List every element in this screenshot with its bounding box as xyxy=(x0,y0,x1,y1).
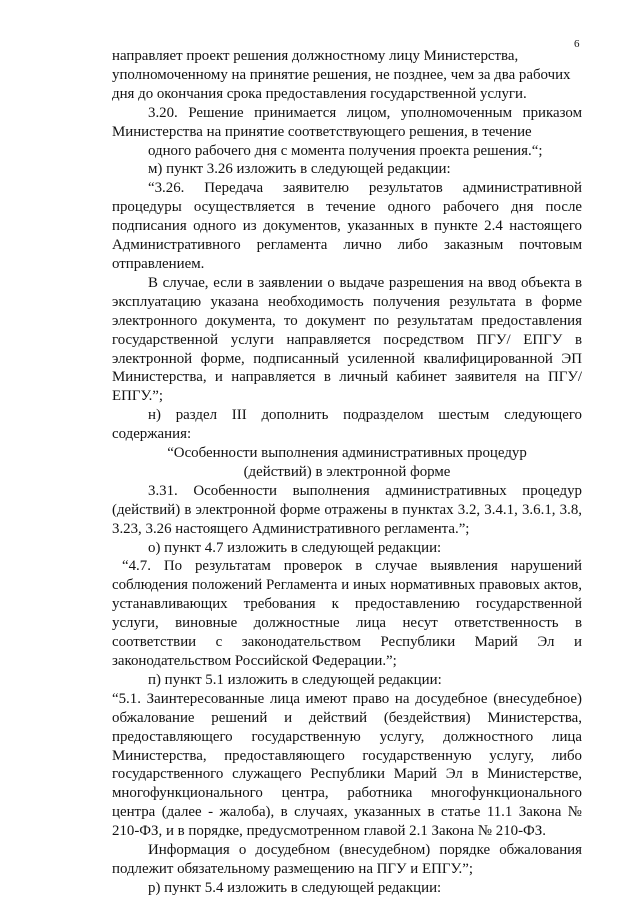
paragraph xyxy=(112,557,582,670)
paragraph xyxy=(112,539,582,558)
section-heading xyxy=(112,444,582,482)
text-line: процедуры осуществляется в течение одного рабочего дня после xyxy=(112,199,582,216)
text-line: “3.26. Передача заявителю результатов административной xyxy=(148,180,582,197)
text-line: № 210-ФЗ, и в порядке, предусмотренном главой 2.1 Закона № 210-ФЗ. xyxy=(112,804,582,840)
text-line: соблюдения положений Регламента и иных нормативных правовых xyxy=(112,577,540,594)
text-line: актов, устанавливающих требования к предоставлению государственной xyxy=(112,577,582,613)
text-line: отправлением. xyxy=(112,255,205,272)
text-line: обжалование решений и действий (бездействия) Министерства, xyxy=(112,709,582,726)
text-line: центра (далее - жалоба), в случаях, указанных в статье 11.1 Закона xyxy=(112,804,562,821)
text-line: р) пункт 5.4 изложить в следующей редакции: xyxy=(148,879,442,896)
text-line: “5.1. Заинтересованные лица имеют право на досудебное (внесудебное) xyxy=(112,690,582,707)
text-line: В случае, если в заявлении о выдаче разрешения на ввод объекта xyxy=(148,274,571,291)
text-line: Информация о досудебном (внесудебном) порядке обжалования xyxy=(148,842,582,859)
text-line: 3.20. Решение принимается лицом, уполномоченным приказом xyxy=(148,104,582,121)
paragraph xyxy=(112,406,582,444)
text-line: подлежит обязательному размещению на ПГУ и ЕПГУ.”; xyxy=(112,860,474,877)
text-line: содержания: xyxy=(112,426,192,443)
document-body xyxy=(112,47,582,898)
paragraph xyxy=(112,274,582,406)
paragraph xyxy=(112,879,582,898)
page-number: 6 xyxy=(574,38,580,50)
text-line: дня до окончания срока предоставления государственной услуги. xyxy=(112,85,527,102)
text-line: электронного документа, то документ по результатам предоставления xyxy=(112,312,582,329)
paragraph xyxy=(112,179,582,274)
text-line: (действий) в электронной форме отражены в пунктах 3.2, 3.4.1, 3.6.1, 3.8, xyxy=(112,501,582,518)
text-line: многофункционального центра, работника многофункционального xyxy=(112,785,582,802)
text-line: в соответствии с законодательством Республики Марий Эл xyxy=(112,615,582,651)
text-line: направляет проект решения должностному лицу Министерства, xyxy=(112,48,519,64)
heading-line: (действий) в электронной форме xyxy=(243,463,451,480)
paragraph xyxy=(112,671,582,690)
text-line: услуги, виновные должностные лица несут ответственность xyxy=(112,615,559,632)
text-line: уполномоченному на принятие решения, не позднее, чем за два рабочих xyxy=(112,66,571,83)
paragraph xyxy=(112,47,582,104)
text-line: Министерства, предоставляющего государственную услугу, либо xyxy=(112,747,582,764)
text-line: ЭП Министерства, и направляется в личный кабинет заявителя xyxy=(112,350,582,386)
text-line: н) раздел III дополнить подразделом шестым следующего xyxy=(148,407,582,424)
text-line: и законодательством Российской Федерации.”; xyxy=(112,634,582,669)
text-line: предоставляющего государственную услугу, должностного лица xyxy=(112,728,582,745)
text-line: “4.7. По результатам проверок в случае выявления нарушений xyxy=(122,558,582,575)
text-line: в электронной форме, подписанный усиленной квалифицированной xyxy=(112,331,582,367)
text-line: в эксплуатацию указана необходимость получения результата в форме xyxy=(112,274,582,310)
paragraph xyxy=(112,841,582,879)
heading-line: “Особенности выполнения административных процедур xyxy=(167,445,527,462)
text-line: одного рабочего дня с момента получения проекта решения.“; xyxy=(148,142,543,159)
paragraph xyxy=(112,104,582,161)
text-line: подписания одного из документов, указанных в пункте 2.4 настоящего xyxy=(112,218,582,235)
text-line: государственной услуги направляется посредством ПГУ/ ЕПГУ xyxy=(112,331,563,348)
text-line: 3.23, 3.26 настоящего Административного регламента.”; xyxy=(112,520,470,537)
paragraph xyxy=(112,690,582,841)
text-line: Министерства на принятие соответствующего решения, в течение xyxy=(112,123,532,140)
text-line: о) пункт 4.7 изложить в следующей редакции: xyxy=(148,539,442,556)
text-line: государственного служащего Республики Марий Эл в Министерстве, xyxy=(112,766,582,783)
text-line: 3.31. Особенности выполнения административных процедур xyxy=(148,482,582,499)
text-line: Административного регламента лично либо заказным почтовым xyxy=(112,237,582,254)
text-line: на ПГУ/ ЕПГУ.”; xyxy=(112,369,583,405)
text-line: п) пункт 5.1 изложить в следующей редакции: xyxy=(148,671,442,688)
text-line: м) пункт 3.26 изложить в следующей редакции: xyxy=(148,161,451,178)
paragraph xyxy=(112,160,582,179)
paragraph xyxy=(112,482,582,539)
